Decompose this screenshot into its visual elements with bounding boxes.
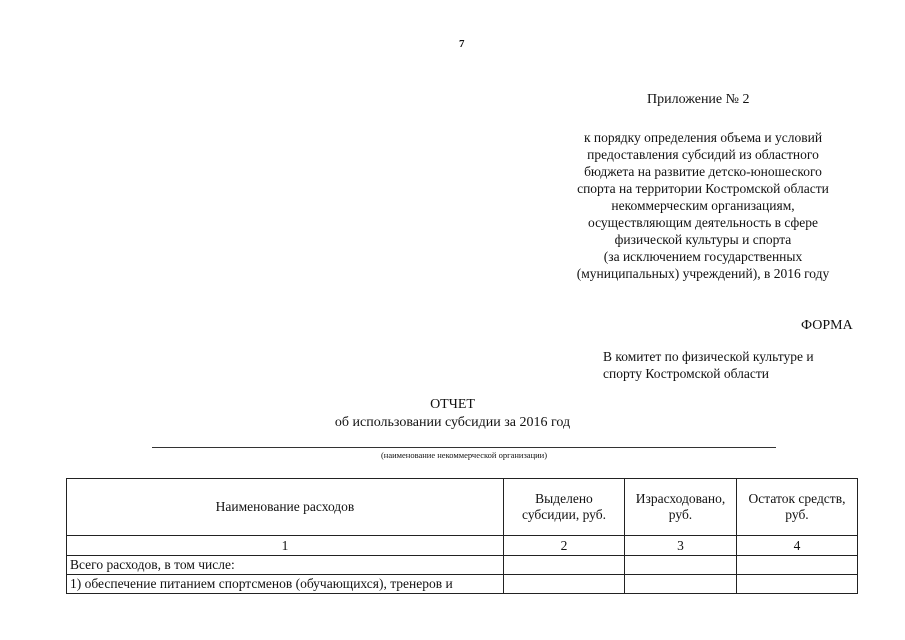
spent-cell bbox=[625, 556, 737, 575]
remaining-cell bbox=[737, 575, 858, 594]
header-spent: Израсходовано, руб. bbox=[625, 479, 737, 536]
allocated-cell bbox=[504, 556, 625, 575]
column-number: 2 bbox=[504, 536, 625, 556]
allocated-cell bbox=[504, 575, 625, 594]
organization-name-caption: (наименование некоммерческой организации) bbox=[380, 450, 548, 460]
table-header-row bbox=[67, 479, 858, 536]
annex-description bbox=[548, 129, 858, 282]
annex-line: спорта на территории Костромской области bbox=[577, 181, 829, 196]
annex-line: предоставления субсидий из областного bbox=[587, 147, 819, 162]
header-expense-name: Наименование расходов bbox=[67, 479, 504, 536]
report-subtitle: об использовании субсидии за 2016 год bbox=[334, 415, 571, 430]
remaining-cell bbox=[737, 556, 858, 575]
annex-line: осуществляющим деятельность в сфере bbox=[587, 215, 818, 230]
addressee-line: В комитет по физической культуре и bbox=[603, 349, 814, 364]
report-title: ОТЧЕТ bbox=[430, 397, 475, 412]
addressee-line: спорту Костромской области bbox=[603, 366, 769, 381]
column-number: 1 bbox=[67, 536, 504, 556]
addressee bbox=[603, 348, 853, 382]
annex-title: Приложение № 2 bbox=[647, 92, 750, 107]
annex-line: физической культуры и спорта bbox=[614, 232, 792, 247]
table-row bbox=[67, 556, 858, 575]
header-remaining: Остаток средств, руб. bbox=[737, 479, 858, 536]
column-number: 4 bbox=[737, 536, 858, 556]
column-number-row bbox=[67, 536, 858, 556]
table-row bbox=[67, 575, 858, 594]
expenses-table bbox=[66, 478, 858, 594]
annex-line: бюджета на развитие детско-юношеского bbox=[584, 164, 822, 179]
form-label: ФОРМА bbox=[801, 318, 853, 333]
spent-cell bbox=[625, 575, 737, 594]
expense-name-cell: 1) обеспечение питанием спортсменов (обучающихся), тренеров и bbox=[67, 575, 504, 594]
annex-line: (за исключением государственных bbox=[603, 249, 803, 264]
page-number: 7 bbox=[459, 38, 465, 50]
column-number: 3 bbox=[625, 536, 737, 556]
annex-line: некоммерческим организациям, bbox=[611, 198, 795, 213]
header-allocated: Выделено субсидии, руб. bbox=[504, 479, 625, 536]
organization-name-line bbox=[152, 447, 776, 448]
expense-name-cell: Всего расходов, в том числе: bbox=[67, 556, 504, 575]
annex-line: к порядку определения объема и условий bbox=[583, 130, 823, 145]
annex-line: (муниципальных) учреждений), в 2016 году bbox=[576, 266, 830, 281]
